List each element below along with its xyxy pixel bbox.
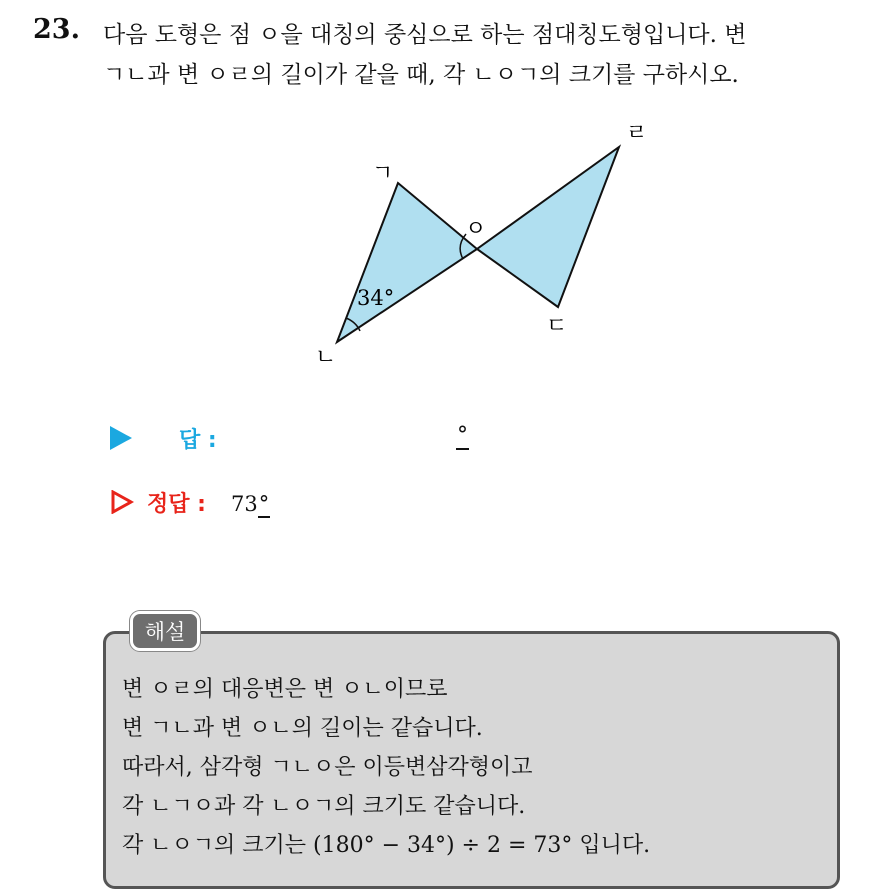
correct-answer-row — [110, 487, 270, 518]
play-outline-icon — [110, 490, 134, 514]
question-text-line-1: 다음 도형은 점 ㅇ을 대칭의 중심으로 하는 점대칭도형입니다. 변 — [103, 22, 747, 48]
vertex-label-g: ㄱ — [372, 161, 394, 186]
vertex-label-r: ㄹ — [626, 121, 648, 146]
angle-label: 34° — [357, 286, 395, 310]
correct-answer-number: 73 — [230, 492, 258, 516]
explanation-line-4: 각 ㄴㄱㅇ과 각 ㄴㅇㄱ의 크기도 같습니다. — [122, 794, 526, 819]
explanation-line-1: 변 ㅇㄹ의 대응변은 변 ㅇㄴ이므로 — [122, 677, 448, 702]
triangle-gno — [337, 183, 477, 342]
vertex-label-o: ㅇ — [465, 217, 487, 242]
answer-row — [110, 423, 217, 454]
vertex-label-d: ㄷ — [546, 314, 568, 339]
explanation-line-5: 각 ㄴㅇㄱ의 크기는 (180° − 34°) ÷ 2 = 73° 입니다. — [122, 833, 651, 858]
play-icon — [110, 426, 132, 450]
triangle-rod — [477, 147, 619, 307]
answer-input[interactable] — [456, 423, 469, 448]
question-number: 23. — [33, 14, 80, 45]
explanation-line-2: 변 ㄱㄴ과 변 ㅇㄴ의 길이는 같습니다. — [122, 716, 483, 741]
correct-answer-label: 정답 : — [147, 492, 206, 517]
vertex-label-n: ㄴ — [315, 345, 337, 370]
answer-label: 답 : — [179, 428, 217, 453]
question-text-line-2: ㄱㄴ과 변 ㅇㄹ의 길이가 같을 때, 각 ㄴㅇㄱ의 크기를 구하시오. — [103, 62, 739, 88]
explanation-line-3: 따라서, 삼각형 ㄱㄴㅇ은 이등변삼각형이고 — [122, 755, 533, 780]
answer-unit: ° — [457, 423, 468, 448]
correct-answer-value — [231, 492, 270, 516]
point-symmetric-figure — [0, 0, 884, 420]
explanation-tag: 해설 — [130, 611, 200, 651]
correct-answer-unit: ° — [258, 492, 270, 516]
